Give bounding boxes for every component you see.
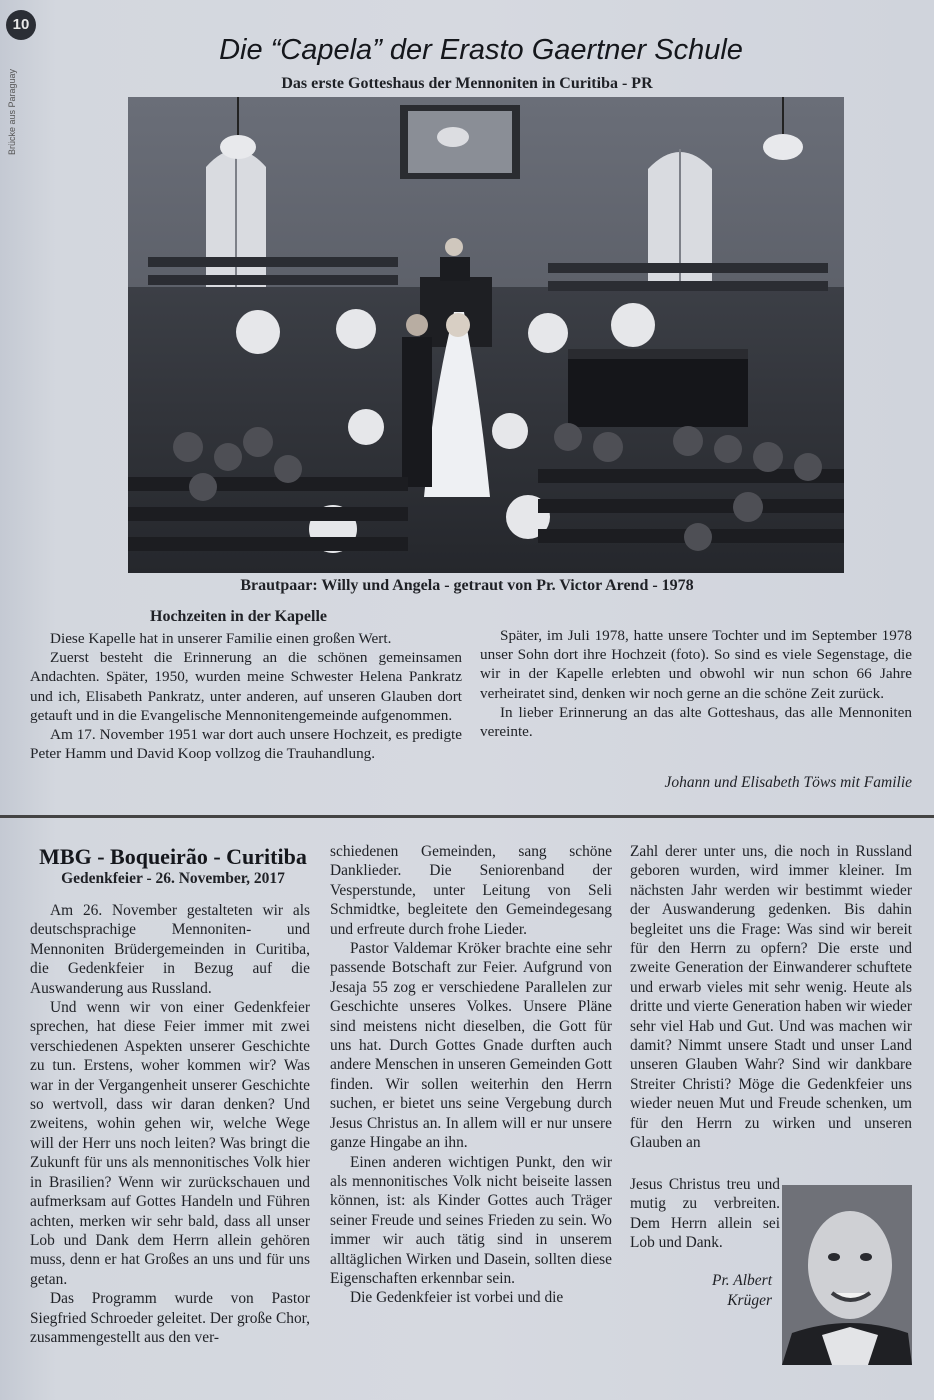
paragraph: Pastor Valdemar Kröker brachte eine sehr passende Botschaft zur Feier. Aufgrund von Jesaja 55 zog er verschiedene Parallelen zur Geschichte unseres Volkes. Unsere Pläne sind meistens nicht dieselben, die Gott für uns hat. Durch Gottes Gnade durften auch andere Menschen in unseren Gemeinden Gott finden. Wir sollen weiterhin den Herrn suchen, er bietet uns seine Vergebung durch Jesus Christus an. In allem will er nur unsere ganze Hingabe an ihn. (330, 940, 612, 1152)
page-number-badge: 10 (6, 10, 36, 40)
paragraph: Jesus Christus treu und mutig zu verbreiten. Dem Herrn allein sei Lob und Dank. (630, 1176, 780, 1252)
paragraph: Die Gedenkfeier ist vorbei und die (350, 1289, 564, 1307)
photo-caption: Brautpaar: Willy und Angela - getraut von Pr. Victor Arend - 1978 (240, 577, 694, 594)
piano (568, 357, 748, 427)
chapel-interior-illustration (128, 97, 844, 573)
article2-title: MBG - Boqueirão - Curitiba (39, 844, 307, 869)
margin-publication-name: Brücke aus Paraguay (7, 68, 17, 155)
wedding-chapel-photo (128, 97, 844, 573)
chandelier (437, 127, 469, 147)
pastor-head (445, 238, 463, 256)
left-lamp (220, 135, 256, 159)
article2-subtitle: Gedenkfeier - 26. November, 2017 (61, 870, 285, 887)
portrait-illustration (782, 1185, 912, 1365)
paragraph: Zahl derer unter uns, die noch in Russland geboren wurden, wird immer kleiner. Im nächsten Jahr werden wir bestimmt wieder der Auswanderung gedenken. Bis dahin begleitet uns die Frage: Was sind wir bereit für den Herrn zu opfern? Die erste und zweite Generation der Einwanderer schuftete und erwarb vieles mit sehr wenig. Heute als dritte und vierte Generation haben wir wieder sehr viel Hab und Gut. Und was machen wir damit? Nimmt unsere Stadt und unser Land unseren Glauben Wahr? Sind wir dankbare Streiter Christi? Möge die Gedenkfeier uns wieder neuen Mut und Freude schenken, um für den Herrn zu wirken und unseren Glauben an (630, 843, 912, 1152)
article2-column-2 (330, 842, 612, 1308)
paragraph: Und wenn wir von einer Gedenkfeier sprechen, hat diese Feier immer mit zwei verschiedenen Aspekten unserer Geschichte zu tun. Erstens, woher kommen wir? Was war in der Vergangenheit unserer Geschichte so wertvoll, dass wir daran denken? Und zweitens, wohin gehen wir, welche Wege will der Herr uns noch leiten? Was bringt die Zukunft für uns als mennonitisches Volk hier in Brasilien? Wenn wir zurückschauen und aufmerksam auf Gottes Handeln und Führen achten, merken wir sehr bald, dass all unser Lob und Dank dem Herrn allein gehören muss, denn er hat Großes an uns und für uns getan. (30, 999, 310, 1288)
paragraph: Einen anderen wichtigen Punkt, den wir als mennonitisches Volk nicht beiseite lassen können, ist: als Kinder Gottes auch Träger seiner Freude und seines Frieden zu sein. Wo immer wir auch tätig sind in unserem alltäglichen Wirken und Dasein, sollten diese Eigenschaften erkennbar sein. (330, 1153, 612, 1287)
article2-author (630, 1271, 772, 1311)
article1-right-column (480, 626, 912, 741)
paragraph: Diese Kapelle hat in unserer Familie einen großen Wert. (50, 630, 392, 647)
paragraph: Am 17. November 1951 war dort auch unsere Hochzeit, es predigte Peter Hamm und David Koop vollzog die Trauhandlung. (30, 726, 462, 763)
author-portrait-photo (782, 1185, 912, 1365)
right-lamp (763, 134, 803, 160)
article-title: Die “Capela” der Erasto Gaertner Schule (219, 34, 743, 66)
section-divider (0, 815, 934, 818)
article-subtitle: Das erste Gotteshaus der Mennoniten in Curitiba - PR (281, 75, 653, 92)
paragraph: Das Programm wurde von Pastor Siegfried Schroeder geleitet. Der große Chor, zusammengestellt aus den ver- (30, 1290, 310, 1346)
article2-column-3-tail (630, 1175, 780, 1253)
groom (402, 337, 432, 487)
paragraph: Zuerst besteht die Erinnerung an die schönen gemeinsamen Andachten. Später, 1950, wurden meine Schwester Helena Pankratz und ich, Elisabeth Pankratz, unter anderen, auf unseren Glauben dort getauft und in die Evangelische Mennonitengemeinde aufgenommen. (30, 649, 462, 724)
paragraph: schiedenen Gemeinden, sang schöne Danklieder. Die Seniorenband der Vesperstunde, unter Leitung von Seli Schmidtke, begleitete den Gemeindegesang und erfreute durch frohe Lieder. (330, 843, 612, 938)
article1-left-column (30, 629, 462, 763)
article2-column-3 (630, 842, 912, 1153)
author-title-line: Pr. Albert (712, 1272, 772, 1289)
article2-column-1 (30, 901, 310, 1347)
paragraph: Am 26. November gestalteten wir als deutschsprachige Mennoniten- und Mennoniten Brüdergemeinden in Curitiba, die Gedenkfeier in Bezug auf die Auswanderung aus Russland. (30, 902, 310, 997)
article1-signature: Johann und Elisabeth Töws mit Familie (664, 774, 912, 791)
section-heading: Hochzeiten in der Kapelle (150, 608, 328, 625)
paragraph: In lieber Erinnerung an das alte Gotteshaus, das alle Mennoniten vereinte. (480, 703, 912, 741)
paragraph: Später, im Juli 1978, hatte unsere Tochter und im September 1978 unser Sohn dort ihre Hochzeit (foto). So sind es viele Segenstage, die wir in der Kapelle erlebten und obwohl wir nun schon 66 Jahre verheiratet sind, denken wir noch gerne an die schöne Zeit zurück. (480, 627, 912, 702)
author-name-line: Krüger (727, 1292, 772, 1309)
